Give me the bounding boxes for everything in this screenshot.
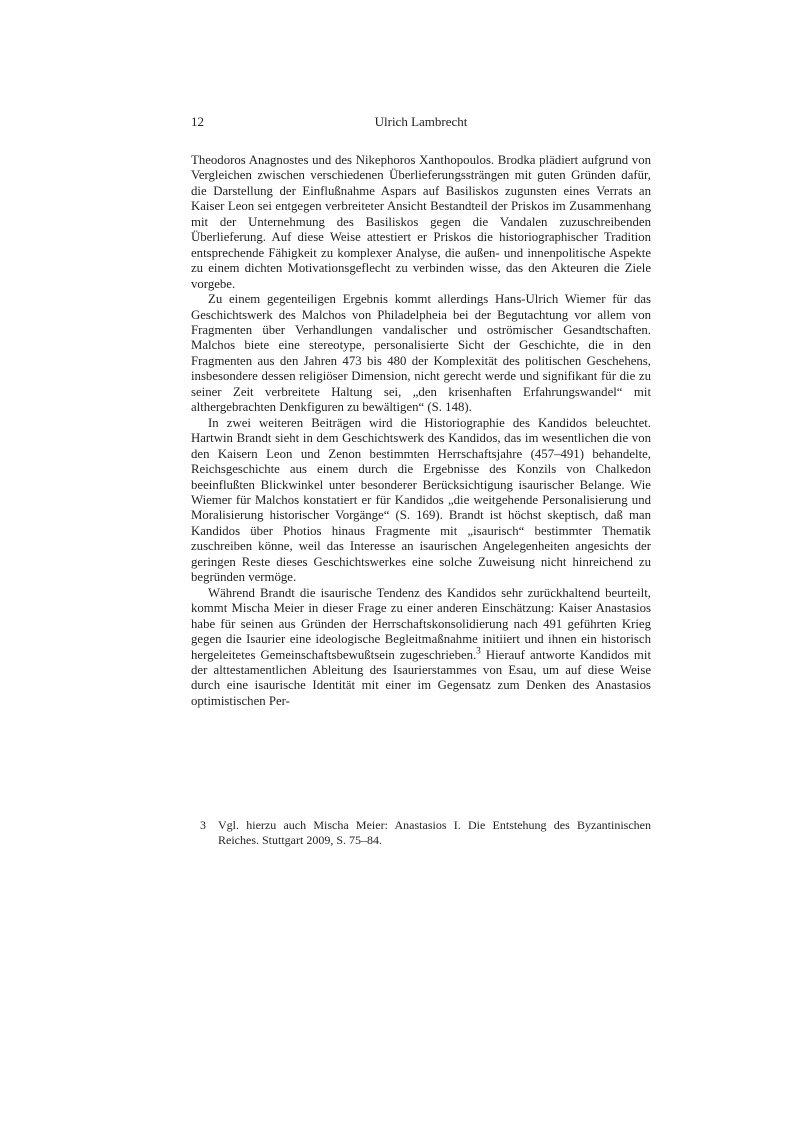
paragraph-text: Hierauf antworte Kandidos mit der alttestamentlichen Ableitung des Isaurierstammes von Esau, um auf diese Weise durch eine isaurische Identität mit einer im Gegensatz zum Denken des Anastasios optimistischen Per-: [191, 647, 651, 708]
paragraph: Theodoros Anagnostes und des Nikephoros Xanthopoulos. Brodka plädiert aufgrund von Vergleichen zwischen verschiedenen Überlieferungssträngen mit guten Gründen dafür, die Darstellung der Einflußnahme Aspars auf Basiliskos zugunsten eines Verrats an Kaiser Leon sei entgegen verbreiteter Ansicht Bestandteil der Priskos im Zusammenhang mit der Unternehmung des Basiliskos gegen die Vandalen zuzuschreibenden Überlieferung. Auf diese Weise attestiert er Priskos die historiographischer Tradition entsprechende Fähigkeit zu komplexer Analyse, die außen- und innenpolitische Aspekte zu einem dichten Motivationsgeflecht zu verbinden wisse, das den Akteuren die Ziele vorgebe.: [191, 153, 651, 291]
footnote-marker: 3: [476, 645, 481, 656]
body-text: [191, 153, 651, 709]
page-header: [191, 114, 651, 132]
paragraph: Zu einem gegenteiligen Ergebnis kommt allerdings Hans-Ulrich Wiemer für das Geschichtswerk des Malchos von Philadelpheia bei der Begutachtung vor allem von Fragmenten über Verhandlungen vandalischer und oströmischer Gesandtschaften. Malchos biete eine stereotype, personalisierte Sicht der Geschichte, die in den Fragmenten aus den Jahren 473 bis 480 der Komplexität des politischen Geschehens, insbesondere dessen religiöser Dimension, nicht gerecht werde und signifikant für die zu seiner Zeit verbreitete Haltung sei, „den krisenhaften Erfahrungswandel“ mit althergebrachten Denkfiguren zu bewältigen“ (S. 148).: [191, 292, 651, 415]
footnote-number: 3: [200, 818, 206, 832]
running-head: Ulrich Lambrecht: [374, 114, 468, 129]
page-number: 12: [191, 114, 204, 129]
paragraph-text: Während Brandt die isaurische Tendenz des Kandidos sehr zurückhaltend beurteilt, kommt Mischa Meier in dieser Frage zu einer anderen Einschätzung: Kaiser Anastasios habe für seinen aus Gründen der Herrschaftskonsolidierung nach 491 geführten Krieg gegen die Isaurier eine ideologische Begleitmaßnahme initiiert und ihnen ein historisch hergeleitetes Gemeinschaftsbewußtsein zugeschrieben.: [191, 585, 651, 662]
paragraph: In zwei weiteren Beiträgen wird die Historiographie des Kandidos beleuchtet. Hartwin Brandt sieht in dem Geschichtswerk des Kandidos, das im wesentlichen die von den Kaisern Leon und Zenon bestimmten Herrschaftsjahre (457–491) behandelte, Reichsgeschichte aus einem durch die Ergebnisse des Konzils von Chalkedon beeinflußten Blickwinkel unter besonderer Berücksichtigung isaurischer Belange. Wie Wiemer für Malchos konstatiert er für Kandidos „die weitgehende Personalisierung und Moralisierung historischer Vorgänge“ (S. 169). Brandt ist höchst skeptisch, daß man Kandidos über Photios hinaus Fragmente mit „isaurisch“ bestimmter Thematik zuschreiben könne, weil das Interesse an isaurischen Angelegenheiten angesichts der geringen Reste dieses Geschichtswerkes eine solche Zuweisung nicht hinreichend zu begründen vermöge.: [191, 415, 651, 585]
footnote: [191, 818, 651, 848]
paragraph: [191, 586, 651, 710]
footnote-text: Vgl. hierzu auch Mischa Meier: Anastasios I. Die Entstehung des Byzantinischen Reiches. Stuttgart 2009, S. 75–84.: [218, 818, 651, 847]
footnote-area: [191, 818, 651, 848]
